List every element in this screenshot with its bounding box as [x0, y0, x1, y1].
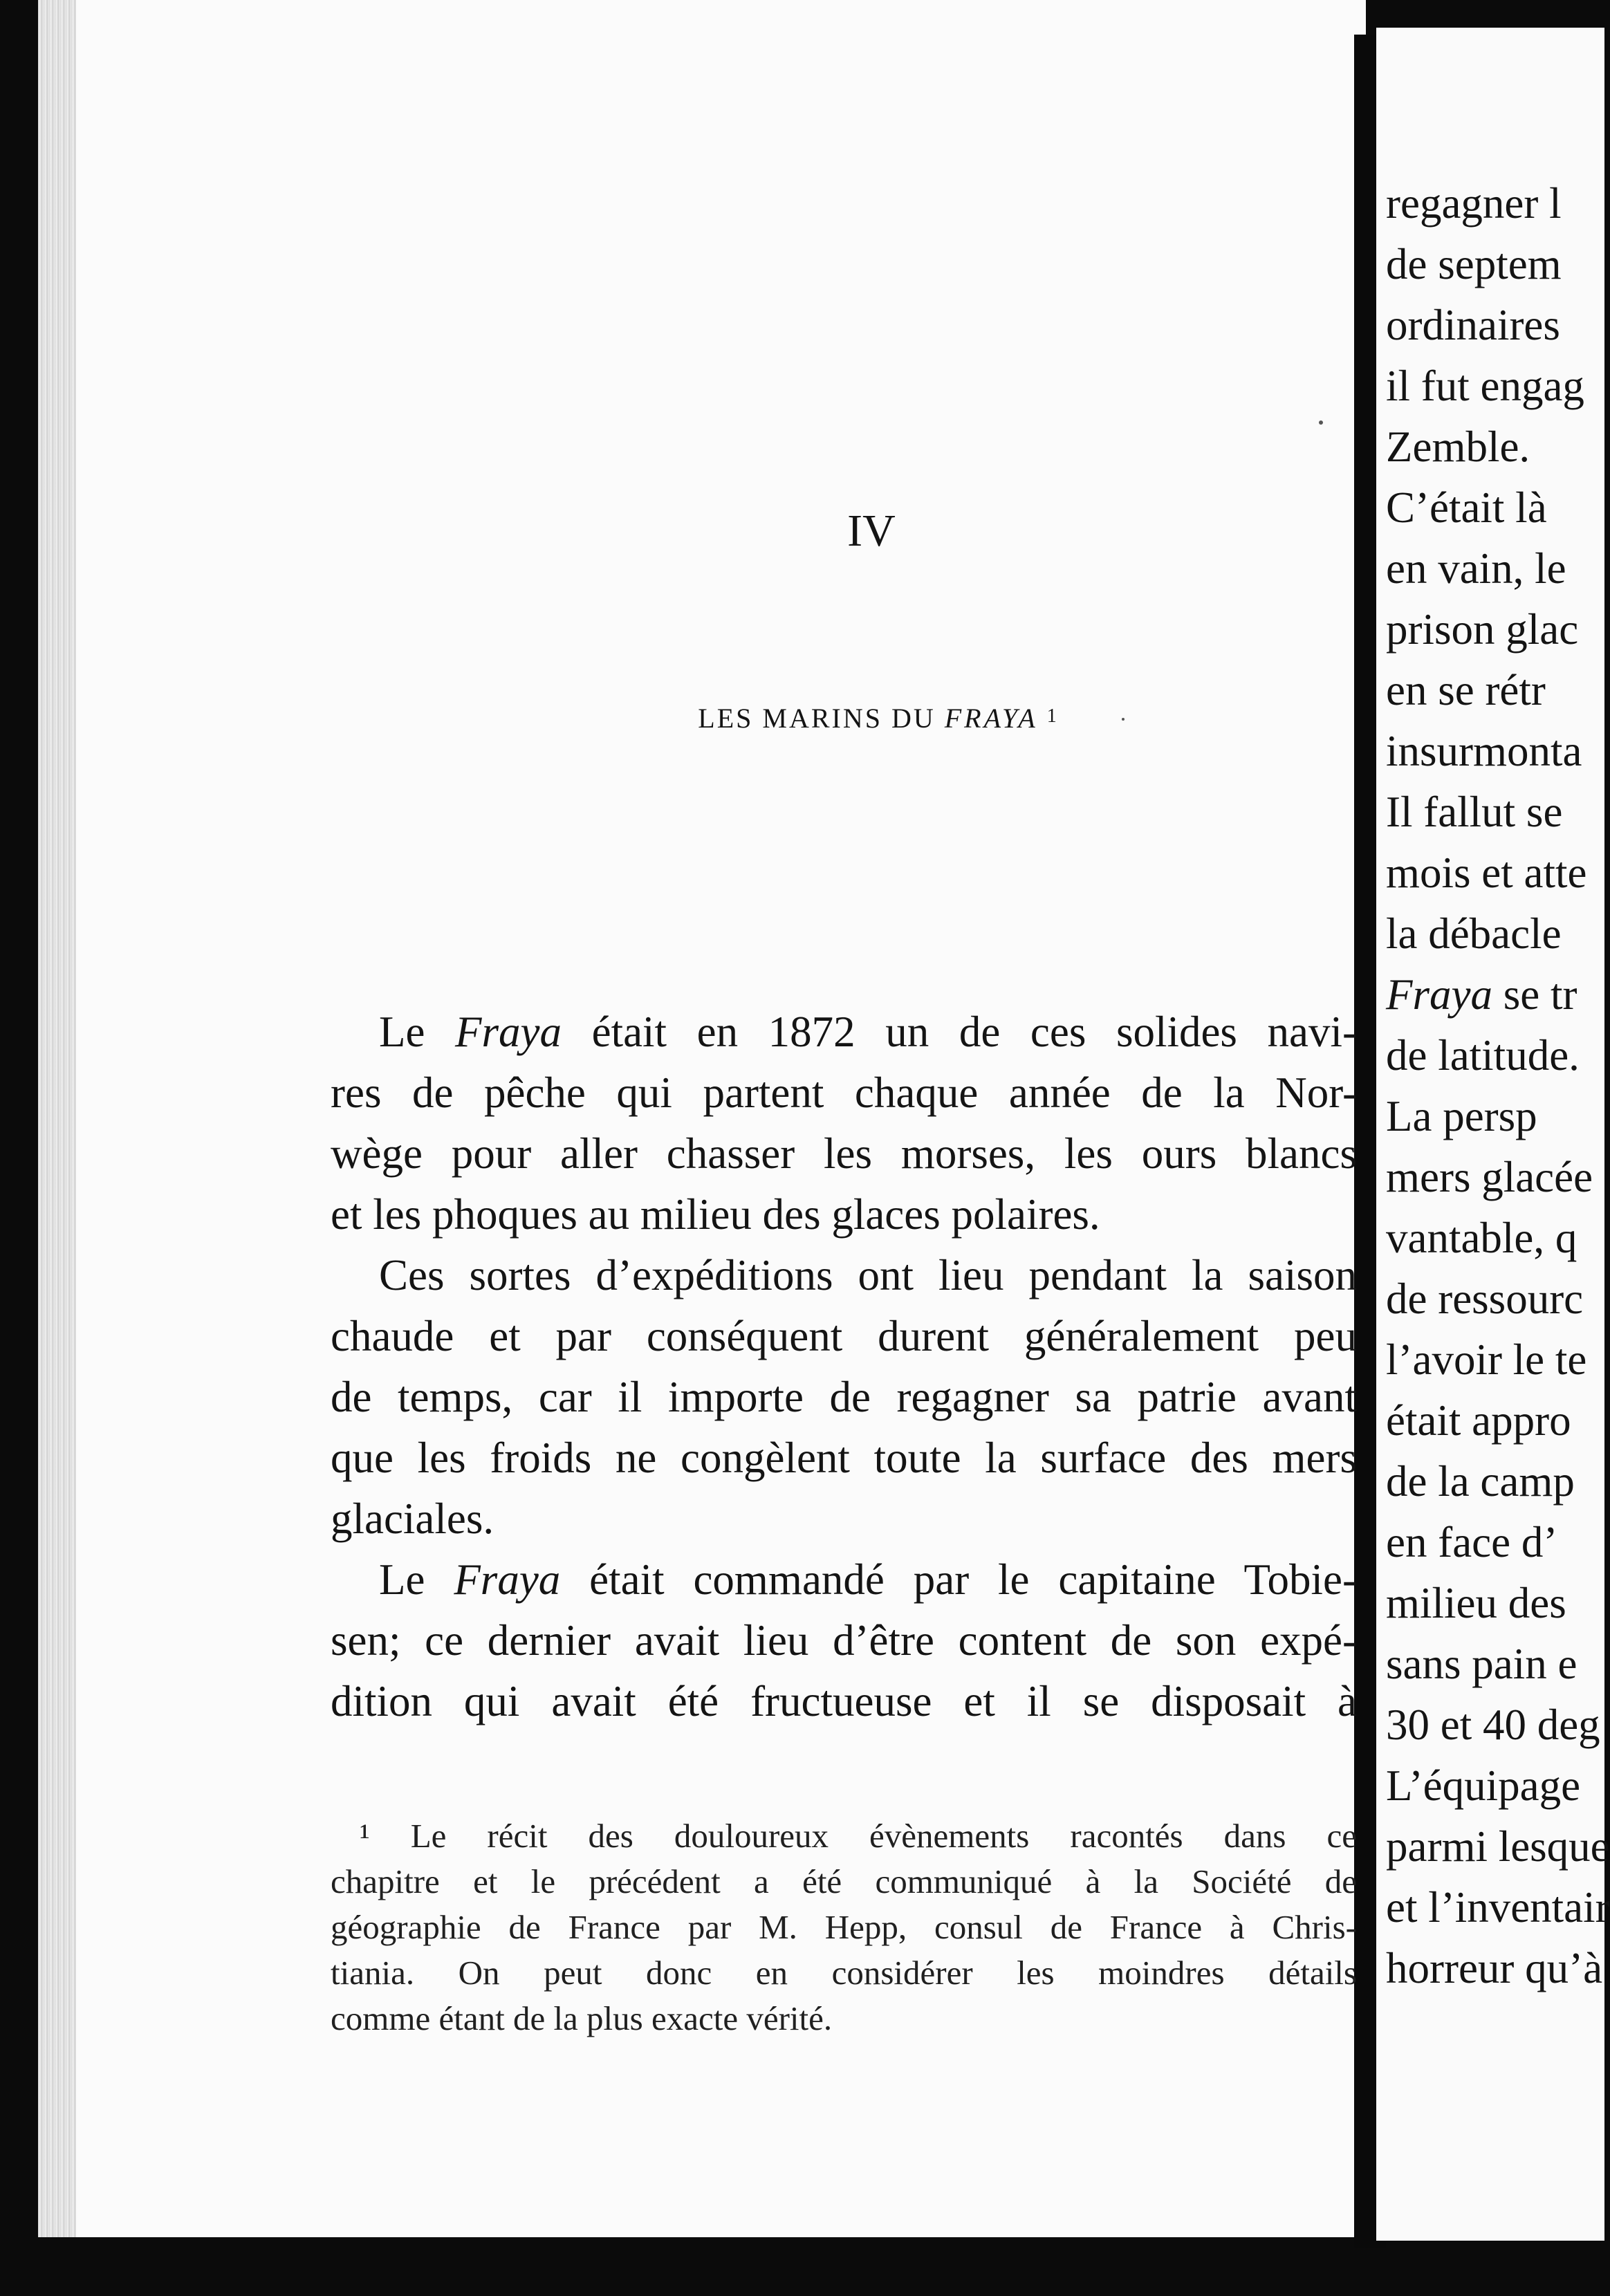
- text-run: Zemble.: [1386, 423, 1530, 471]
- text-run: était appro: [1386, 1396, 1571, 1445]
- body-line: [379, 1001, 1361, 1062]
- body-line: [331, 1488, 1361, 1549]
- facing-page-line: [1386, 1512, 1607, 1573]
- body-line: [379, 1245, 1361, 1306]
- text-run: et l’inventair: [1386, 1883, 1610, 1932]
- text-run: Le: [379, 1555, 454, 1604]
- facing-page-line: [1386, 1755, 1607, 1816]
- body-line: [331, 1184, 1361, 1245]
- chapter-title-ship: FRAYA: [944, 703, 1038, 734]
- text-run: dition qui avait été fructueuse et il se disposait à: [331, 1677, 1357, 1725]
- text-run: L’équipage: [1386, 1761, 1581, 1810]
- footnote-reference: 1: [1046, 705, 1059, 727]
- facing-page-line: [1386, 295, 1607, 355]
- text-run: vantable, q: [1386, 1214, 1577, 1262]
- text-run: C’était là: [1386, 483, 1547, 532]
- facing-page-line: [1386, 1573, 1607, 1633]
- body-line: [331, 1062, 1361, 1123]
- text-run: La persp: [1386, 1092, 1537, 1140]
- text-run: de septem: [1386, 240, 1562, 288]
- text-run: il fut engag: [1386, 362, 1584, 410]
- text-run: la débacle: [1386, 909, 1562, 958]
- text-run: wège pour aller chasser les morses, les ours blancs: [331, 1129, 1357, 1178]
- text-run: en face d’: [1386, 1518, 1558, 1566]
- facing-page-line: [1386, 1390, 1607, 1451]
- text-run: l’avoir le te: [1386, 1335, 1587, 1384]
- facing-page-line: [1386, 1329, 1607, 1390]
- facing-page-line: [1386, 1816, 1610, 1877]
- text-run: de ressourc: [1386, 1275, 1584, 1323]
- text-run: était en 1872 un de ces solides navi-: [562, 1008, 1357, 1056]
- facing-page-line: [1386, 1938, 1607, 1999]
- text-run: Il fallut se: [1386, 788, 1563, 836]
- text-run: res de pêche qui partent chaque année de la Nor-: [331, 1068, 1357, 1117]
- text-run: Le: [379, 1008, 456, 1056]
- facing-page-line: [1386, 599, 1607, 660]
- text-run: regagner l: [1386, 179, 1562, 228]
- ship-name-italic: Fraya: [455, 1008, 562, 1056]
- text-run: Ces sortes d’expéditions ont lieu pendant la saison: [379, 1251, 1357, 1299]
- text-run: ordinaires: [1386, 301, 1560, 349]
- text-run: était commandé par le capitaine Tobie-: [560, 1555, 1357, 1604]
- facing-page-line: [1386, 1877, 1610, 1938]
- text-run: insurmonta: [1386, 727, 1582, 775]
- text-run: mers glacée: [1386, 1153, 1593, 1201]
- facing-page-line: [1386, 234, 1607, 295]
- text-run: sans pain e: [1386, 1640, 1577, 1688]
- text-run: parmi lesque: [1386, 1822, 1610, 1871]
- text-run: sen; ce dernier avait lieu d’être content de son expé-: [331, 1616, 1357, 1665]
- facing-page-line: [1386, 1025, 1607, 1086]
- facing-page-line: [1386, 1451, 1607, 1512]
- text-run: de temps, car il importe de regagner sa patrie avant: [331, 1373, 1357, 1421]
- dust-speck: [1122, 718, 1125, 721]
- footnote-line: géographie de France par M. Hepp, consul de France à Chris-: [331, 1908, 1357, 1946]
- text-run: de la camp: [1386, 1457, 1575, 1506]
- ship-name-italic: Fraya: [454, 1555, 561, 1604]
- body-line: [331, 1306, 1361, 1367]
- text-run: 30 et 40 deg: [1386, 1701, 1600, 1749]
- text-run: en vain, le: [1386, 544, 1566, 593]
- facing-page-line: [1386, 903, 1607, 964]
- facing-page-line: [1386, 477, 1607, 538]
- text-run: et les phoques au milieu des glaces polaires.: [331, 1190, 1100, 1239]
- text-run: en se rétr: [1386, 666, 1546, 714]
- body-line: [331, 1610, 1361, 1671]
- text-run: se tr: [1492, 970, 1577, 1019]
- facing-page-line: [1386, 416, 1607, 477]
- facing-page-line: [1386, 842, 1607, 903]
- facing-page-line: [1386, 781, 1607, 842]
- text-run: glaciales.: [331, 1494, 494, 1543]
- footnote-line: ¹ Le récit des douloureux évènements racontés dans ce: [360, 1817, 1357, 1855]
- facing-page-line: [1386, 355, 1607, 416]
- text-run: prison glac: [1386, 605, 1579, 654]
- text-run: horreur qu’à: [1386, 1944, 1603, 1992]
- chapter-number: IV: [847, 506, 896, 556]
- text-run: que les froids ne congèlent toute la surface des mers: [331, 1434, 1357, 1482]
- facing-page-line: [1386, 660, 1607, 721]
- ship-name-italic: Fraya: [1386, 970, 1492, 1019]
- body-line: [331, 1427, 1361, 1488]
- text-run: mois et atte: [1386, 849, 1587, 897]
- facing-page-line: [1386, 721, 1607, 781]
- facing-page-line: [1386, 1633, 1607, 1694]
- body-line: [331, 1671, 1361, 1732]
- footnote-line: tiania. On peut donc en considérer les moindres détails: [331, 1954, 1357, 1992]
- facing-page-line: [1386, 538, 1607, 599]
- chapter-title-prefix: LES MARINS DU: [698, 703, 945, 734]
- facing-page-line: [1386, 1207, 1607, 1268]
- facing-page-line: [1386, 1268, 1607, 1329]
- facing-page-line: [1386, 1694, 1607, 1755]
- facing-page-line: [1386, 173, 1607, 234]
- facing-page-line: [1386, 964, 1607, 1025]
- facing-page-line: [1386, 1147, 1607, 1207]
- facing-page: [1376, 28, 1610, 2241]
- facing-page-line: [1386, 1086, 1607, 1147]
- text-run: milieu des: [1386, 1579, 1566, 1627]
- body-line: [331, 1123, 1361, 1184]
- dust-speck: [1319, 420, 1323, 425]
- footnote-line: comme étant de la plus exacte vérité.: [331, 1999, 833, 2037]
- text-run: chaude et par conséquent durent généralement peu: [331, 1312, 1357, 1360]
- text-run: de latitude.: [1386, 1031, 1580, 1080]
- chapter-title: [595, 702, 1162, 734]
- footnote-line: chapitre et le précédent a été communiqué à la Société de: [331, 1862, 1357, 1900]
- body-line: [331, 1367, 1361, 1427]
- body-line: [379, 1549, 1361, 1610]
